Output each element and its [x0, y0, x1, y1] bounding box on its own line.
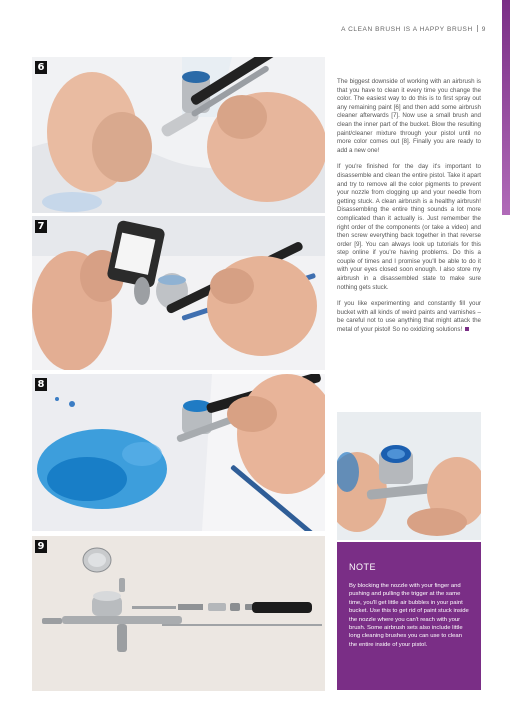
paragraph-warning [337, 300, 481, 334]
step-7-number: 7 [35, 220, 47, 233]
step-6-number: 6 [35, 61, 47, 74]
step-6-photo [32, 57, 325, 213]
finger-blocking-nozzle-image [337, 412, 481, 540]
header-separator [477, 25, 478, 32]
paragraph-warning-text: If you like experimenting and constantly fill your bucket with all kinds of weird paints and varnishes – be careful not to use anything that might attack the metal of your pistol! So no oxidizing solutions! [337, 300, 481, 334]
note-text: By blocking the nozzle with your finger and pushing and pulling the trigger at the same time, you'll get little air bubbles in your paint bucket. Use this to get rid of paint stuck inside the nozzle where you can't reach with your brush. Some airbrush sets also include little long cleaning brushes you can use to clean the entire inside of your pistol. [349, 583, 469, 648]
running-header [341, 25, 486, 33]
step-7-photo [32, 216, 325, 370]
step-9-number: 9 [35, 540, 47, 553]
blow-out-mixture-image [32, 374, 325, 531]
add-cleaner-image [32, 216, 325, 370]
end-of-article-mark [465, 327, 469, 331]
note-title: NOTE [349, 562, 377, 572]
page-header [0, 0, 510, 40]
paragraph-cleaning-color: The biggest downside of working with an airbrush is that you have to clean it every time you change the color. The easiest way to do this is to first spray out any remaining paint [6] and then add some airbrush cleaner afterwards [7]. Now use a small brush and clean the inner part of the bucket. Blow the resulting paint/cleaner mixture through your pistol until no more color comes out [8]. Finally you are ready to add a new one! [337, 78, 481, 154]
page-number: 9 [481, 26, 486, 33]
step-8-photo [32, 374, 325, 531]
step-9-photo [32, 536, 325, 691]
nozzle-blocking-photo [337, 412, 481, 540]
article-body [337, 78, 481, 343]
note-box [337, 542, 481, 690]
chapter-accent-bar [502, 0, 510, 215]
step-8-number: 8 [35, 378, 47, 391]
disassembled-airbrush-image [32, 536, 325, 691]
paragraph-disassembly: If you're finished for the day it's important to disassemble and clean the entire pistol. Take it apart and try to remove all the color pigments to prevent your nozzle from clogging up and your needle from getting stuck. A clean airbrush is a healthy airbrush! Disassembling the entire thing sounds a lot more complicated than it actually is. Just remember the right order of the components (or take a video) and then screw everything back together in that reverse order [9]. You can always look up tutorials for this step online if you're having problems. Do this a couple of times and I promise you'll be able to do it with your eyes closed soon enough. I also store my airbrush in a disassembled state to make sure nothing gets stuck. [337, 163, 481, 291]
running-title: A CLEAN BRUSH IS A HAPPY BRUSH [341, 26, 473, 33]
spray-out-paint-image [32, 57, 325, 213]
